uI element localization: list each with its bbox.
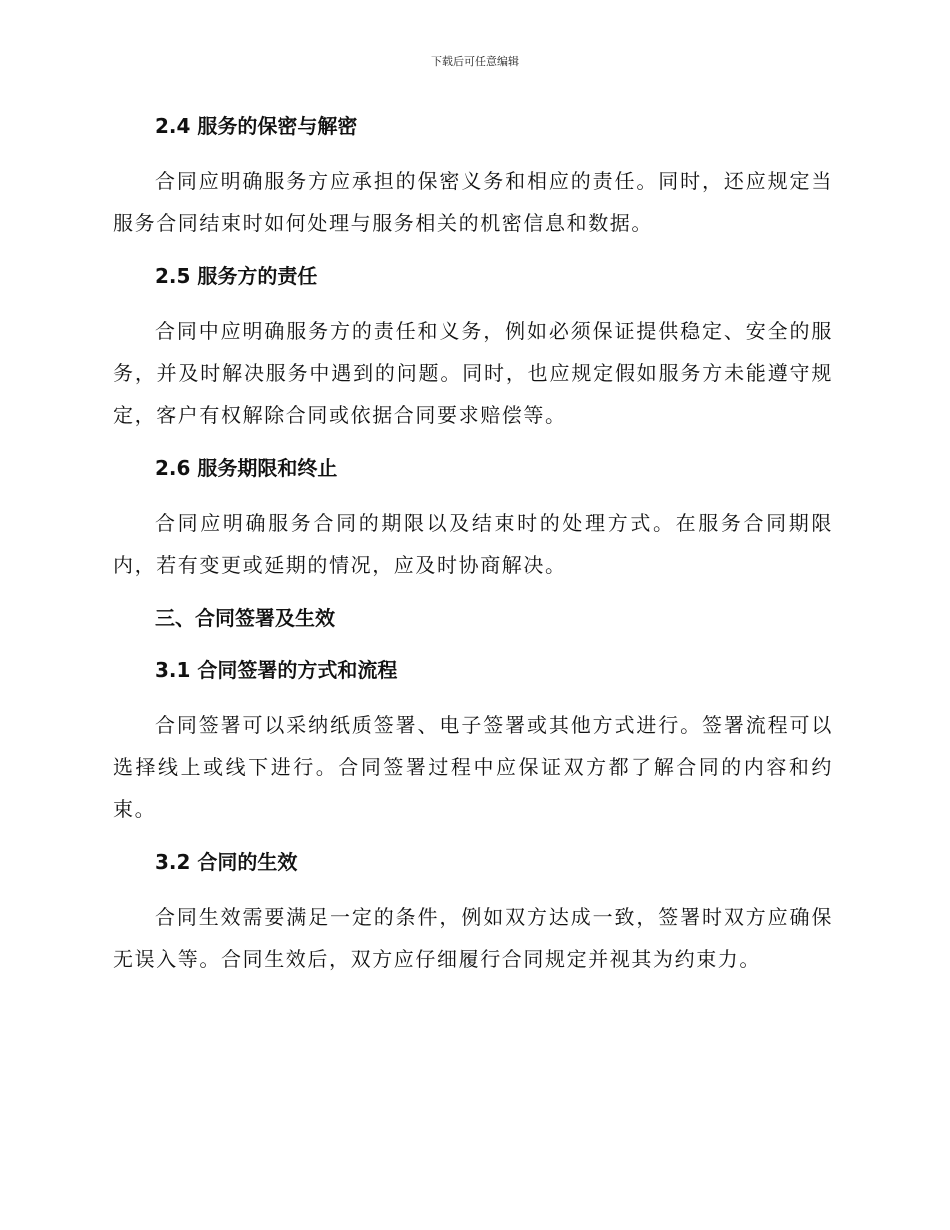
page-header: 下载后可任意编辑 — [431, 55, 519, 68]
section-paragraph-2-4: 合同应明确服务方应承担的保密义务和相应的责任。同时，还应规定当服务合同结束时如何处理与服务相关的机密信息和数据。 — [113, 169, 833, 235]
section-heading-2-5: 2.5 服务方的责任 — [155, 264, 318, 288]
section-paragraph-2-6: 合同应明确服务合同的期限以及结束时的处理方式。在服务合同期限内，若有变更或延期的情况，应及时协商解决。 — [113, 511, 833, 577]
section-heading-3-2: 3.2 合同的生效 — [155, 850, 298, 874]
document-body — [113, 108, 833, 980]
section-heading-3-1: 3.1 合同签署的方式和流程 — [155, 658, 398, 682]
section-paragraph-3-1: 合同签署可以采纳纸质签署、电子签署或其他方式进行。签署流程可以选择线上或线下进行。合同签署过程中应保证双方都了解合同的内容和约束。 — [113, 713, 833, 821]
section-heading-2-6: 2.6 服务期限和终止 — [155, 456, 338, 480]
section-paragraph-3-2: 合同生效需要满足一定的条件，例如双方达成一致，签署时双方应确保无误入等。合同生效后，双方应仔细履行合同规定并视其为约束力。 — [113, 905, 833, 971]
section-paragraph-2-5: 合同中应明确服务方的责任和义务，例如必须保证提供稳定、安全的服务，并及时解决服务中遇到的问题。同时，也应规定假如服务方未能遵守规定，客户有权解除合同或依据合同要求赔偿等。 — [113, 319, 833, 427]
section-heading-2-4: 2.4 服务的保密与解密 — [155, 114, 358, 138]
chapter-heading-3: 三、合同签署及生效 — [155, 606, 335, 630]
